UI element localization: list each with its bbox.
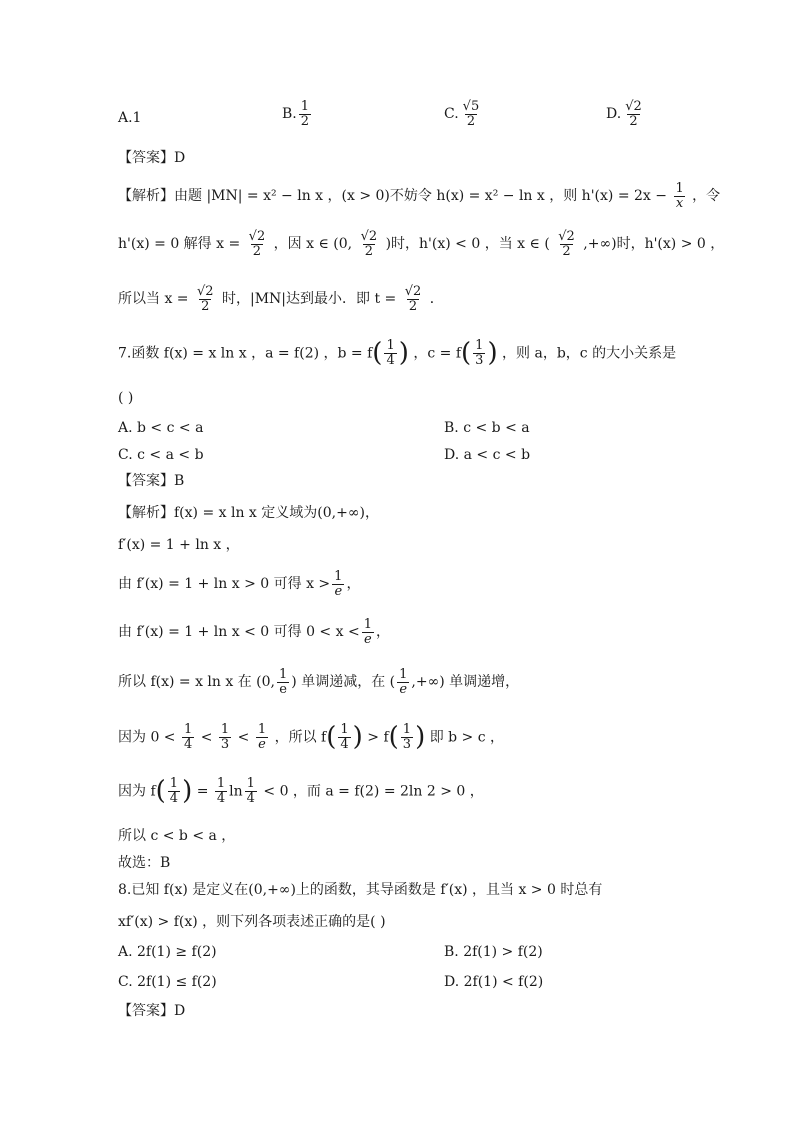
- q8-option-c: C. 2f(1) ≤ f(2): [118, 974, 217, 990]
- q7-option-d: D. a < c < b: [444, 447, 531, 463]
- q8-option-b: B. 2f(1) > f(2): [444, 944, 543, 960]
- q6-option-b: B. $\frac{1}{2}$: [282, 99, 310, 129]
- q6-option-c: C. $\frac{√5}{2}$: [444, 99, 480, 129]
- q7-analysis-8: 所以 c < b < a ，: [118, 828, 236, 844]
- q6-analysis-line-1: 【解析】由题 |MN| = x² − ln x ，(x > 0)不妨令 h(x) = x² − ln x ，则 h'(x) = 2x − $\frac{1}{x}$ ，令: [118, 181, 721, 211]
- q7-answer: 【答案】B: [118, 473, 185, 489]
- q7-option-a: A. b < c < a: [118, 420, 204, 436]
- q7-analysis-6: 因为 0 < $\frac{1}{4}$ < $\frac{1}{3}$ < $\frac{1}{e}$ ，所以 f( $\frac{1}{4}$ ) > f( $\frac{1}{3}$ ) 即 b > c ，: [118, 722, 505, 753]
- q6-option-d: D. $\frac{√2}{2}$: [606, 99, 642, 129]
- q7-blank: ( ): [118, 390, 134, 406]
- q7-option-b: B. c < b < a: [444, 420, 530, 436]
- q7-analysis-5: 所以 f(x) = x ln x 在 (0, $\frac{1}{e}$ ) 单调递减，在 ( $\frac{1}{e}$ ,+∞) 单调递增，: [118, 667, 520, 697]
- q7-analysis-3: 由 f′(x) = 1 + ln x > 0 可得 x > $\frac{1}{e}$ ，: [118, 569, 361, 599]
- q6-analysis-line-2: h'(x) = 0 解得 x = $\frac{√2}{2}$ ，因 x ∈ (0, $\frac{√2}{2}$ )时，h'(x) < 0 ，当 x ∈ ( $\frac{√2}{2}$ ,+∞)时，h'(x) > 0 ，: [118, 229, 725, 259]
- q8-answer: 【答案】D: [118, 1003, 186, 1019]
- q7-analysis-4: 由 f′(x) = 1 + ln x < 0 可得 0 < x < $\frac{1}{e}$ ，: [118, 617, 390, 647]
- q8-option-a: A. 2f(1) ≥ f(2): [118, 944, 217, 960]
- q7-option-c: C. c < a < b: [118, 447, 204, 463]
- q7-analysis-1: 【解析】f(x) = x ln x 定义域为(0,+∞)，: [118, 505, 379, 521]
- q7-stem: 7.函数 f(x) = x ln x ，a = f(2) ，b = f( $\frac{1}{4}$ ) ，c = f( $\frac{1}{3}$ ) ，则 a，b，c 的大小关系是: [118, 338, 677, 369]
- q8-stem-1: 8.已知 f(x) 是定义在(0,+∞)上的函数，其导函数是 f′(x) ，且当 x > 0 时总有: [118, 882, 603, 898]
- q6-option-a: A.1: [118, 110, 142, 126]
- q8-option-d: D. 2f(1) < f(2): [444, 974, 544, 990]
- q7-analysis-9: 故选：B: [118, 855, 171, 871]
- q7-analysis-7: 因为 f( $\frac{1}{4}$ ) = $\frac{1}{4}$ ln $\frac{1}{4}$ < 0 ，而 a = f(2) = 2ln 2 > 0 ，: [118, 776, 484, 807]
- q6-answer: 【答案】D: [118, 150, 186, 166]
- q7-analysis-2: f′(x) = 1 + ln x ，: [118, 537, 240, 553]
- q8-stem-2: xf′(x) > f(x) ，则下列各项表述正确的是( ): [118, 914, 386, 930]
- q6-analysis-line-3: 所以当 x = $\frac{√2}{2}$ 时，|MN|达到最小．即 t = $\frac{√2}{2}$ ．: [118, 284, 444, 314]
